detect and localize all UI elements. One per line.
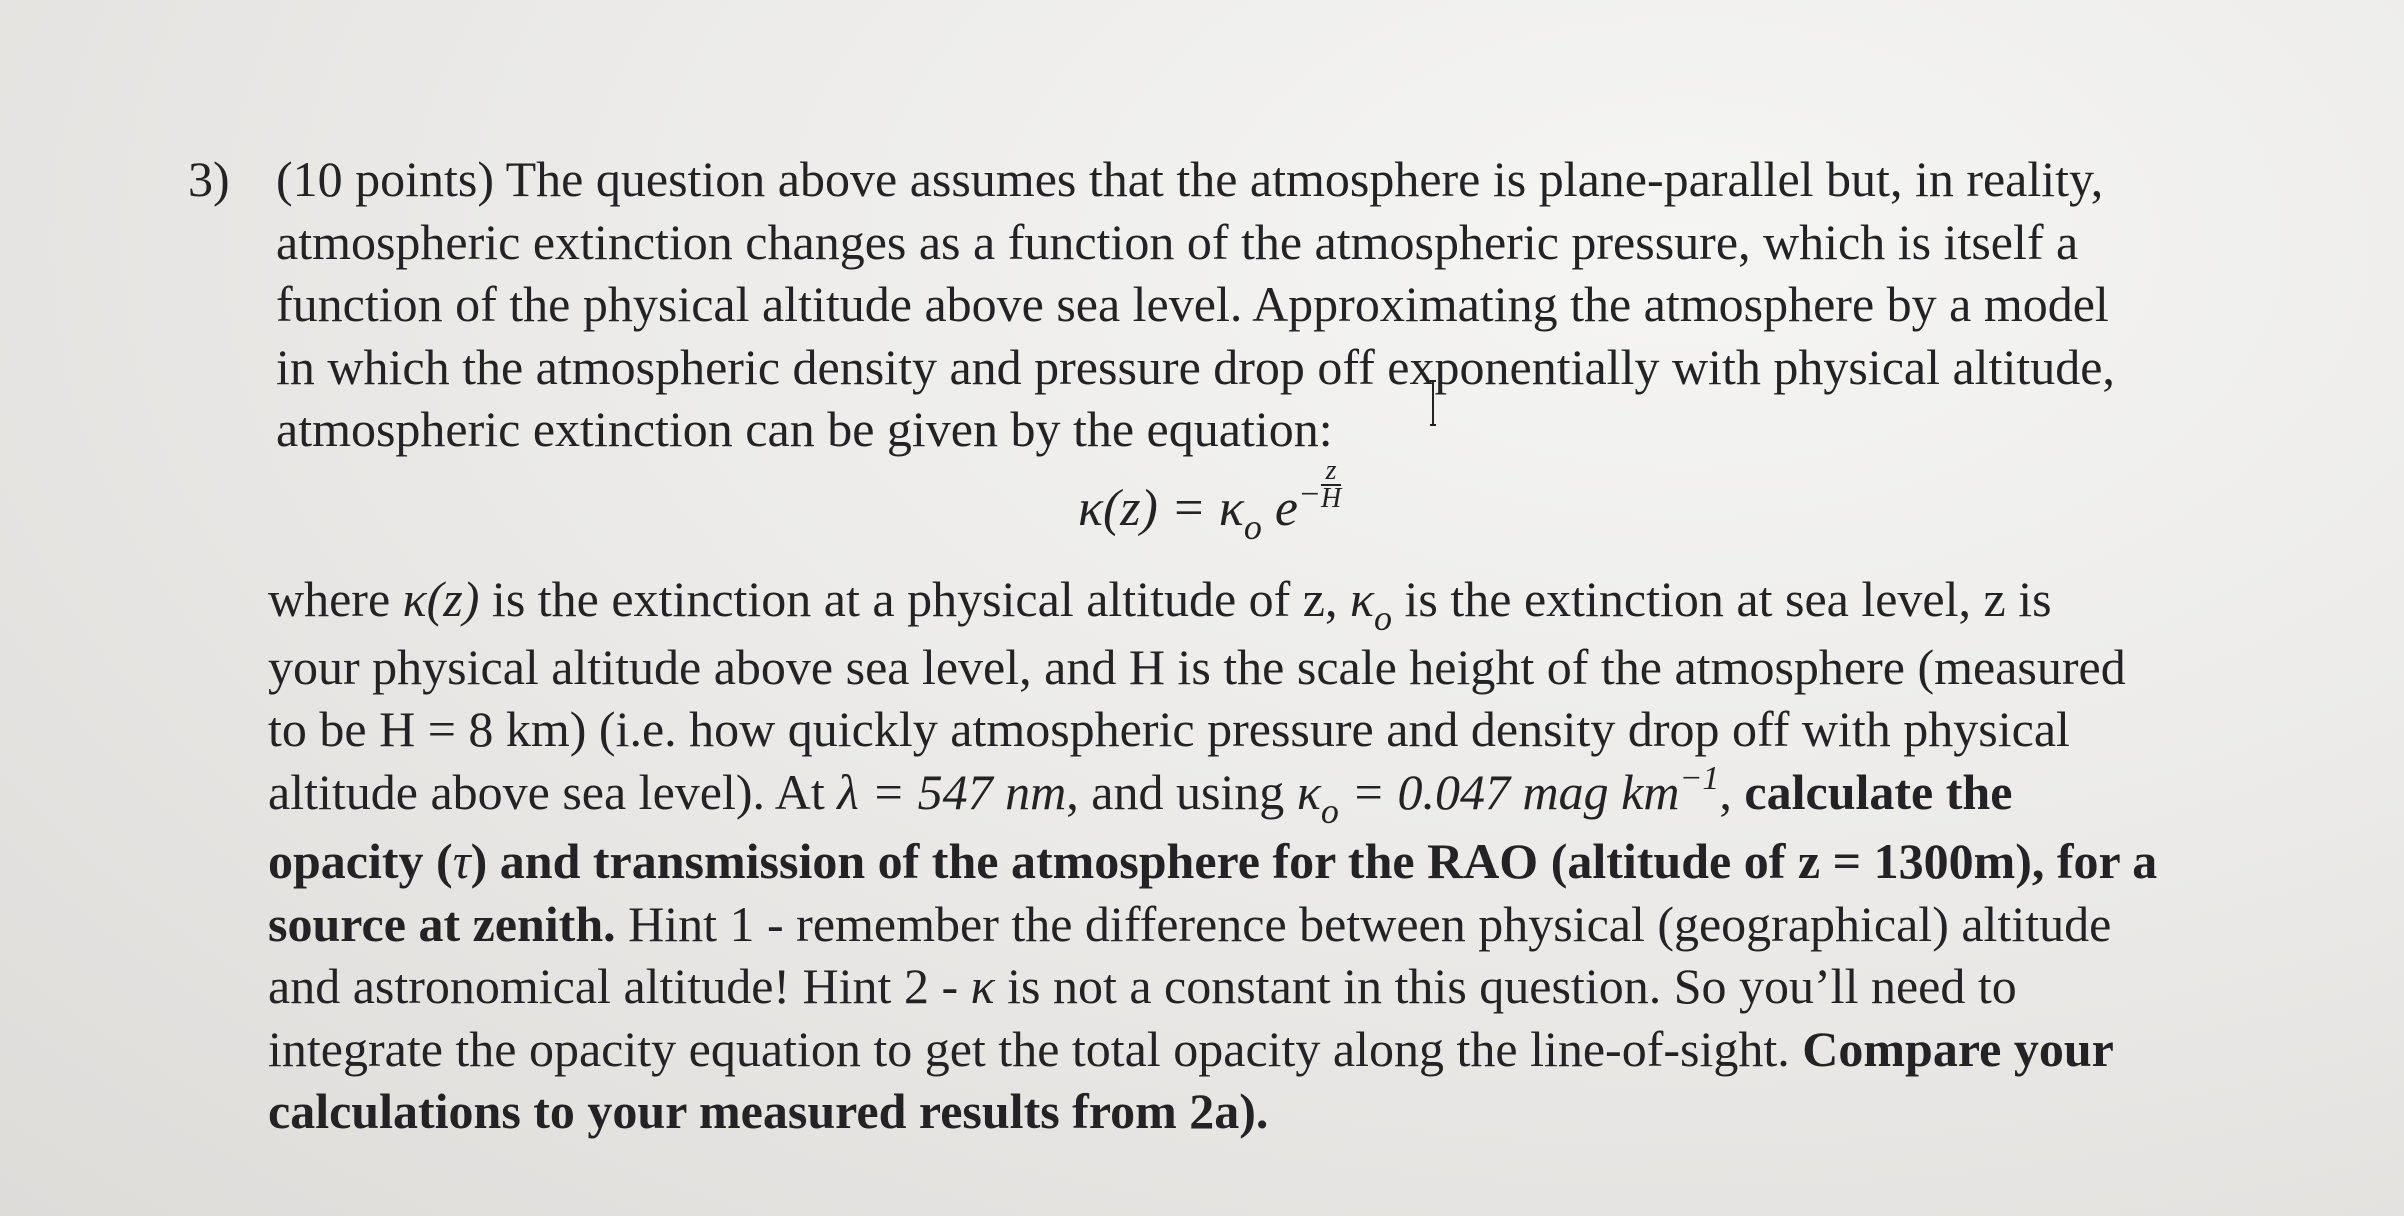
text-run: , and using xyxy=(1066,763,1297,820)
bold-instruction: ) and transmission of the atmosphere for the RAO (altitude of z = 1300m), for a xyxy=(470,833,2158,889)
unit-exponent: −1 xyxy=(1679,759,1720,797)
intro-line: in which the atmospheric density and pressure drop off exponentially with physical altitude, xyxy=(276,338,2115,395)
body-line-7 xyxy=(268,955,2288,1018)
body-line-4 xyxy=(268,761,2288,831)
hint-1: Hint 1 - remember the difference between physical (geographical) altitude xyxy=(615,895,2112,952)
kappa-symbol: κ xyxy=(970,958,995,1014)
intro-line: atmospheric extinction can be given by the equation: xyxy=(276,401,1333,457)
tau-symbol: τ xyxy=(452,833,471,889)
body-line-8 xyxy=(268,1018,2288,1081)
text-run: is the extinction at sea level, z is xyxy=(1392,571,2052,627)
text-run: where xyxy=(268,571,403,627)
bold-instruction: calculate the xyxy=(1744,763,2013,820)
body-line-6 xyxy=(268,893,2288,956)
body-line-3: to be H = 8 km) (i.e. how quickly atmospheric pressure and density drop off with physical xyxy=(268,701,2070,757)
equation-exp-sign: − xyxy=(1297,476,1321,513)
text-run: , xyxy=(1719,763,1745,820)
bold-instruction: calculations to your measured results from 2a). xyxy=(268,1083,1269,1139)
extinction-value: = 0.047 mag km xyxy=(1338,763,1680,820)
wavelength-value: λ = 547 nm xyxy=(837,763,1067,820)
text-run: is not a constant in this question. So you’ll need to xyxy=(994,958,2017,1014)
kappa-subscript: o xyxy=(1374,598,1393,638)
intro-line: atmospheric extinction changes as a function of the atmospheric pressure, which is itself a xyxy=(276,213,2079,270)
text-run: integrate the opacity equation to get the total opacity along the line-of-sight. xyxy=(268,1020,1803,1077)
bold-instruction: source at zenith. xyxy=(268,895,616,952)
body-line-1 xyxy=(268,568,2288,636)
bold-instruction: Compare your xyxy=(1802,1020,2114,1077)
kappa-symbol: κ xyxy=(1296,763,1321,820)
kappa-symbol: κ xyxy=(1350,571,1375,627)
equation-base: e xyxy=(1261,480,1298,537)
body-paragraph xyxy=(268,568,2288,1143)
text-cursor-icon xyxy=(1430,380,1436,426)
intro-line: (10 points) The question above assumes that the atmosphere is plane-parallel but, in reality, xyxy=(276,151,2104,207)
question-number: 3) xyxy=(188,151,230,207)
exponent-numerator: z xyxy=(1321,458,1341,486)
text-run: and astronomical altitude! Hint 2 - xyxy=(268,958,971,1014)
equation-exponent-fraction xyxy=(1320,455,1342,514)
extinction-equation xyxy=(1078,455,1342,547)
text-run: altitude above sea level). At xyxy=(268,763,838,820)
equation-lhs: κ(z) = κ xyxy=(1078,480,1244,537)
bold-instruction: opacity ( xyxy=(268,833,453,889)
body-line-5 xyxy=(268,830,2288,893)
kappa-z-symbol: κ(z) xyxy=(402,571,480,627)
body-line-9 xyxy=(268,1080,2288,1143)
text-run: is the extinction at a physical altitude of z, xyxy=(479,571,1351,627)
intro-line: function of the physical altitude above sea level. Approximating the atmosphere by a model xyxy=(276,276,2109,332)
body-line-2: your physical altitude above sea level, and H is the scale height of the atmosphere (measured xyxy=(268,638,2126,695)
exponent-denominator: H xyxy=(1320,483,1342,514)
intro-paragraph xyxy=(276,148,2296,461)
equation-subscript: o xyxy=(1243,507,1262,547)
kappa-subscript: o xyxy=(1320,790,1339,831)
